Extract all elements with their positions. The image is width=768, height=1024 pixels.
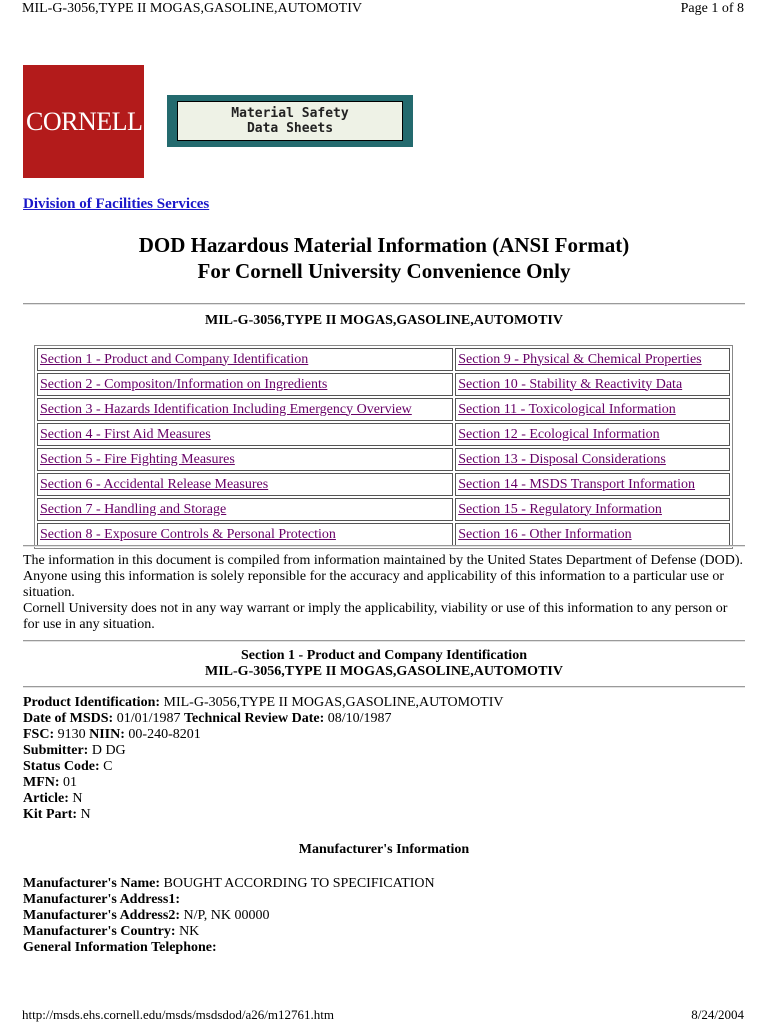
field-article: Article: N xyxy=(23,791,83,806)
toc-link[interactable]: Section 5 - Fire Fighting Measures xyxy=(37,448,453,471)
divider xyxy=(23,545,745,547)
section-1-subtitle: MIL-G-3056,TYPE II MOGAS,GASOLINE,AUTOMOTIV xyxy=(205,664,563,679)
msds-banner[interactable] xyxy=(167,95,413,147)
table-row xyxy=(37,373,730,396)
table-row xyxy=(37,473,730,496)
toc-link[interactable]: Section 3 - Hazards Identification Including Emergency Overview xyxy=(37,398,453,421)
disclaimer-text xyxy=(23,553,745,633)
division-link[interactable]: Division of Facilities Services xyxy=(23,196,210,212)
field-submitter: Submitter: D DG xyxy=(23,743,126,758)
table-row xyxy=(37,423,730,446)
section-index-table xyxy=(34,345,733,549)
section-1-title: Section 1 - Product and Company Identification xyxy=(241,648,527,663)
section-1-heading xyxy=(0,648,768,680)
field-mfn: MFN: 01 xyxy=(23,775,78,790)
table-row xyxy=(37,448,730,471)
field-dates: Date of MSDS: 01/01/1987 Technical Review Date: 08/10/1987 xyxy=(23,711,392,726)
footer-url: http://msds.ehs.cornell.edu/msds/msdsdod/a26/m12761.htm xyxy=(22,1007,334,1022)
banner-line-1: Material Safety xyxy=(231,106,349,121)
field-manufacturer-address2: Manufacturer's Address2: N/P, NK 00000 xyxy=(23,908,270,923)
page-header xyxy=(0,0,768,20)
field-manufacturer-country: Manufacturer's Country: NK xyxy=(23,924,200,939)
disclaimer-paragraph-1: The information in this document is compiled from information maintained by the United States Department of Defense (DOD). Anyone using this information is solely reponsible for the accuracy and applicability of this information to a particular use or situation. xyxy=(23,553,744,600)
divider xyxy=(23,640,745,642)
footer-date: 8/24/2004 xyxy=(691,1007,744,1022)
toc-link[interactable]: Section 11 - Toxicological Information xyxy=(455,398,730,421)
table-row xyxy=(37,523,730,546)
logo-text: CORNELL xyxy=(26,107,143,136)
toc-link[interactable]: Section 1 - Product and Company Identification xyxy=(37,348,453,371)
field-status-code: Status Code: C xyxy=(23,759,113,774)
toc-link[interactable]: Section 4 - First Aid Measures xyxy=(37,423,453,446)
header-page-number: Page 1 of 8 xyxy=(680,1,744,16)
divider xyxy=(23,686,745,688)
title-line-2: For Cornell University Convenience Only xyxy=(197,259,571,283)
toc-link[interactable]: Section 7 - Handling and Storage xyxy=(37,498,453,521)
toc-link[interactable]: Section 9 - Physical & Chemical Properties xyxy=(455,348,730,371)
title-line-1: DOD Hazardous Material Information (ANSI Format) xyxy=(138,233,630,257)
manufacturer-heading: Manufacturer's Information xyxy=(298,842,470,857)
product-identification-fields xyxy=(23,695,504,823)
field-fsc-niin: FSC: 9130 NIIN: 00-240-8201 xyxy=(23,727,201,742)
header-document-title: MIL-G-3056,TYPE II MOGAS,GASOLINE,AUTOMOTIV xyxy=(22,1,362,16)
table-row xyxy=(37,498,730,521)
disclaimer-paragraph-2: Cornell University does not in any way warrant or imply the applicability, viability or use of this information to any person or for use in any situation. xyxy=(23,601,728,632)
toc-link[interactable]: Section 2 - Compositon/Information on Ingredients xyxy=(37,373,453,396)
product-title: MIL-G-3056,TYPE II MOGAS,GASOLINE,AUTOMOTIV xyxy=(205,313,563,328)
field-manufacturer-name: Manufacturer's Name: BOUGHT ACCORDING TO SPECIFICATION xyxy=(23,876,435,891)
manufacturer-fields xyxy=(23,876,435,956)
toc-link[interactable]: Section 8 - Exposure Controls & Personal Protection xyxy=(37,523,453,546)
cornell-logo[interactable] xyxy=(23,65,144,178)
divider xyxy=(23,303,745,305)
field-manufacturer-address1: Manufacturer's Address1: xyxy=(23,892,180,907)
toc-link[interactable]: Section 13 - Disposal Considerations xyxy=(455,448,730,471)
toc-link[interactable]: Section 6 - Accidental Release Measures xyxy=(37,473,453,496)
banner-line-2: Data Sheets xyxy=(246,121,334,136)
field-telephone: General Information Telephone: xyxy=(23,940,217,955)
toc-link[interactable]: Section 15 - Regulatory Information xyxy=(455,498,730,521)
toc-link[interactable]: Section 14 - MSDS Transport Information xyxy=(455,473,730,496)
toc-link[interactable]: Section 12 - Ecological Information xyxy=(455,423,730,446)
field-kit-part: Kit Part: N xyxy=(23,807,91,822)
field-product-id: Product Identification: MIL-G-3056,TYPE II MOGAS,GASOLINE,AUTOMOTIV xyxy=(23,695,504,710)
page-title xyxy=(0,232,768,284)
table-row xyxy=(37,348,730,371)
toc-link[interactable]: Section 16 - Other Information xyxy=(455,523,730,546)
toc-link[interactable]: Section 10 - Stability & Reactivity Data xyxy=(455,373,730,396)
table-row xyxy=(37,398,730,421)
